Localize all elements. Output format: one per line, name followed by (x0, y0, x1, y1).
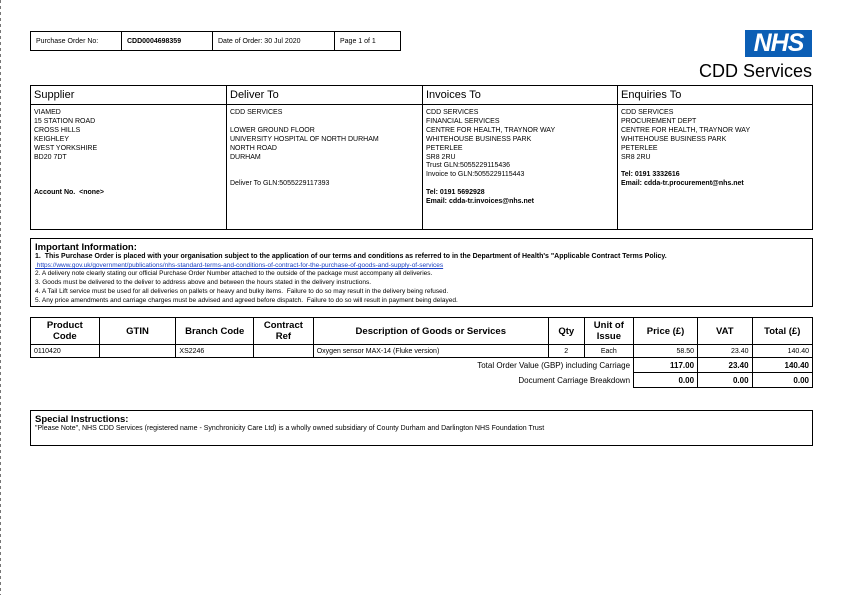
column-header: Contract Ref (253, 318, 313, 345)
address-line: CDD SERVICES (621, 109, 674, 116)
table-cell: 2 (548, 345, 584, 358)
table-header-row (31, 318, 813, 345)
address-line: WHITEHOUSE BUSINESS PARK (621, 135, 727, 143)
table-row (31, 345, 813, 358)
column-title: Deliver To (227, 86, 422, 105)
table-cell: XS2246 (176, 345, 254, 358)
address-line: 2. A delivery note clearly stating our official Purchase Order Number attached to the outside of the package must accompany all deliveries. (35, 270, 433, 278)
address-line: 15 STATION ROAD (34, 117, 96, 125)
table-cell: Oxygen sensor MAX-14 (Fluke version) (313, 345, 548, 358)
column-header: Total (£) (752, 318, 812, 345)
special-text: "Please Note", NHS CDD Services (registered name - Synchronicity Care Ltd) is a wholly owned subsidiary of County Durham and Darlington NHS Foundation Trust (35, 425, 545, 432)
invoices-to-column (422, 85, 617, 230)
account-number: Account No. <none> (34, 189, 105, 196)
column-title: Invoices To (423, 86, 617, 105)
column-header: Branch Code (176, 318, 254, 345)
address-line: 4. A Tail Lift service must be used for all deliveries on pallets or heavy and bulky items. Failure to do so may result in the delivery being refused. (35, 287, 449, 295)
address-line: CENTRE FOR HEALTH, TRAYNOR WAY (621, 126, 751, 134)
carriage-label: Document Carriage Breakdown (31, 373, 634, 388)
address-line: CDD SERVICES (426, 109, 479, 116)
total-vat: 23.40 (698, 358, 753, 373)
carriage-price: 0.00 (634, 373, 698, 388)
carriage-vat: 0.00 (698, 373, 753, 388)
enquiries-contact (621, 171, 744, 189)
column-title: Supplier (31, 86, 226, 105)
column-header: VAT (698, 318, 753, 345)
total-label: Total Order Value (GBP) including Carriage (31, 358, 634, 373)
address-line: NORTH ROAD (230, 144, 277, 152)
nhs-logo: NHS (745, 30, 812, 57)
special-instructions (30, 410, 813, 446)
address-line: BD20 7DT (34, 153, 67, 161)
important-information (30, 238, 813, 307)
address-line: CDD SERVICES (230, 109, 283, 116)
invoice-address (423, 105, 617, 180)
important-title: Important Information: (35, 242, 137, 253)
address-line: KEIGHLEY (34, 135, 70, 143)
address-line: FINANCIAL SERVICES (426, 117, 500, 125)
po-label: Purchase Order No: (31, 32, 122, 51)
address-line: UNIVERSITY HOSPITAL OF NORTH DURHAM (230, 135, 379, 143)
address-line: Email: cdda-tr.invoices@nhs.net (426, 197, 534, 205)
address-line: PETERLEE (621, 144, 658, 152)
address-line: WEST YORKSHIRE (34, 144, 98, 152)
address-line: Email: cdda-tr.procurement@nhs.net (621, 179, 744, 187)
order-items-table (30, 317, 813, 388)
po-number: CDD0004698359 (122, 32, 213, 51)
carriage-row (31, 373, 813, 388)
important-lines (35, 270, 808, 306)
total-amount: 140.40 (752, 358, 812, 373)
column-header: Description of Goods or Services (313, 318, 548, 345)
address-line (230, 118, 419, 127)
address-line: SR8 2RU (426, 153, 456, 161)
address-line: Trust GLN:5055229115436 (426, 162, 511, 170)
table-cell (99, 345, 176, 358)
table-cell: 58.50 (634, 345, 698, 358)
invoice-contact (426, 189, 534, 207)
page-edge-marker (0, 0, 1, 595)
table-cell: 140.40 (752, 345, 812, 358)
address-line: WHITEHOUSE BUSINESS PARK (426, 135, 532, 143)
table-cell (253, 345, 313, 358)
carriage-total: 0.00 (752, 373, 812, 388)
column-header: Product Code (31, 318, 100, 345)
address-line: CROSS HILLS (34, 126, 81, 134)
deliver-address (227, 105, 422, 162)
address-line: Tel: 0191 5692928 (426, 189, 485, 196)
column-header: GTIN (99, 318, 176, 345)
column-header: Qty (548, 318, 584, 345)
supplier-column (30, 85, 226, 230)
brand-name: CDD Services (698, 61, 812, 81)
address-line: CENTRE FOR HEALTH, TRAYNOR WAY (426, 126, 556, 134)
address-line: PROCUREMENT DEPT (621, 117, 697, 125)
table-cell: 0110420 (31, 345, 100, 358)
deliver-gln: Deliver To GLN:5055229117393 (230, 180, 330, 187)
address-line: VIAMED (34, 109, 61, 116)
column-title: Enquiries To (618, 86, 812, 105)
total-price: 117.00 (634, 358, 698, 373)
address-line: 5. Any price amendments and carriage charges must be advised and agreed before dispatch. Failure to do so will result in payment being delayed. (35, 296, 458, 304)
address-line: LOWER GROUND FLOOR (230, 126, 315, 134)
order-header (30, 31, 401, 51)
address-line: PETERLEE (426, 144, 463, 152)
column-header: Price (£) (634, 318, 698, 345)
column-header: Unit of Issue (584, 318, 633, 345)
terms-link[interactable]: https://www.gov.uk/government/publications/nhs-standard-terms-and-conditions-of-contract-for-the-purchase-of-goods-and-supply-of-services (35, 261, 444, 269)
order-date: Date of Order: 30 Jul 2020 (213, 32, 335, 51)
supplier-address (31, 105, 226, 162)
address-line: DURHAM (230, 153, 261, 161)
address-line: Tel: 0191 3332616 (621, 171, 680, 178)
address-line: 3. Goods must be delivered to the deliver to address above and between the hours stated in the delivery instructions. (35, 279, 372, 287)
enquiries-address (618, 105, 812, 162)
page-number: Page 1 of 1 (335, 32, 401, 51)
table-cell: Each (584, 345, 633, 358)
table-cell: 23.40 (698, 345, 753, 358)
special-title: Special Instructions: (35, 414, 129, 425)
important-line-1: 1. This Purchase Order is placed with your organisation subject to the application of our terms and conditions as referred to in the Department of Health's "Applicable Contract Terms Policy. (35, 253, 667, 260)
enquiries-to-column (617, 85, 813, 230)
address-line: SR8 2RU (621, 153, 651, 161)
total-row (31, 358, 813, 373)
deliver-to-column (226, 85, 422, 230)
address-line: Invoice to GLN:5055229115443 (426, 171, 525, 179)
